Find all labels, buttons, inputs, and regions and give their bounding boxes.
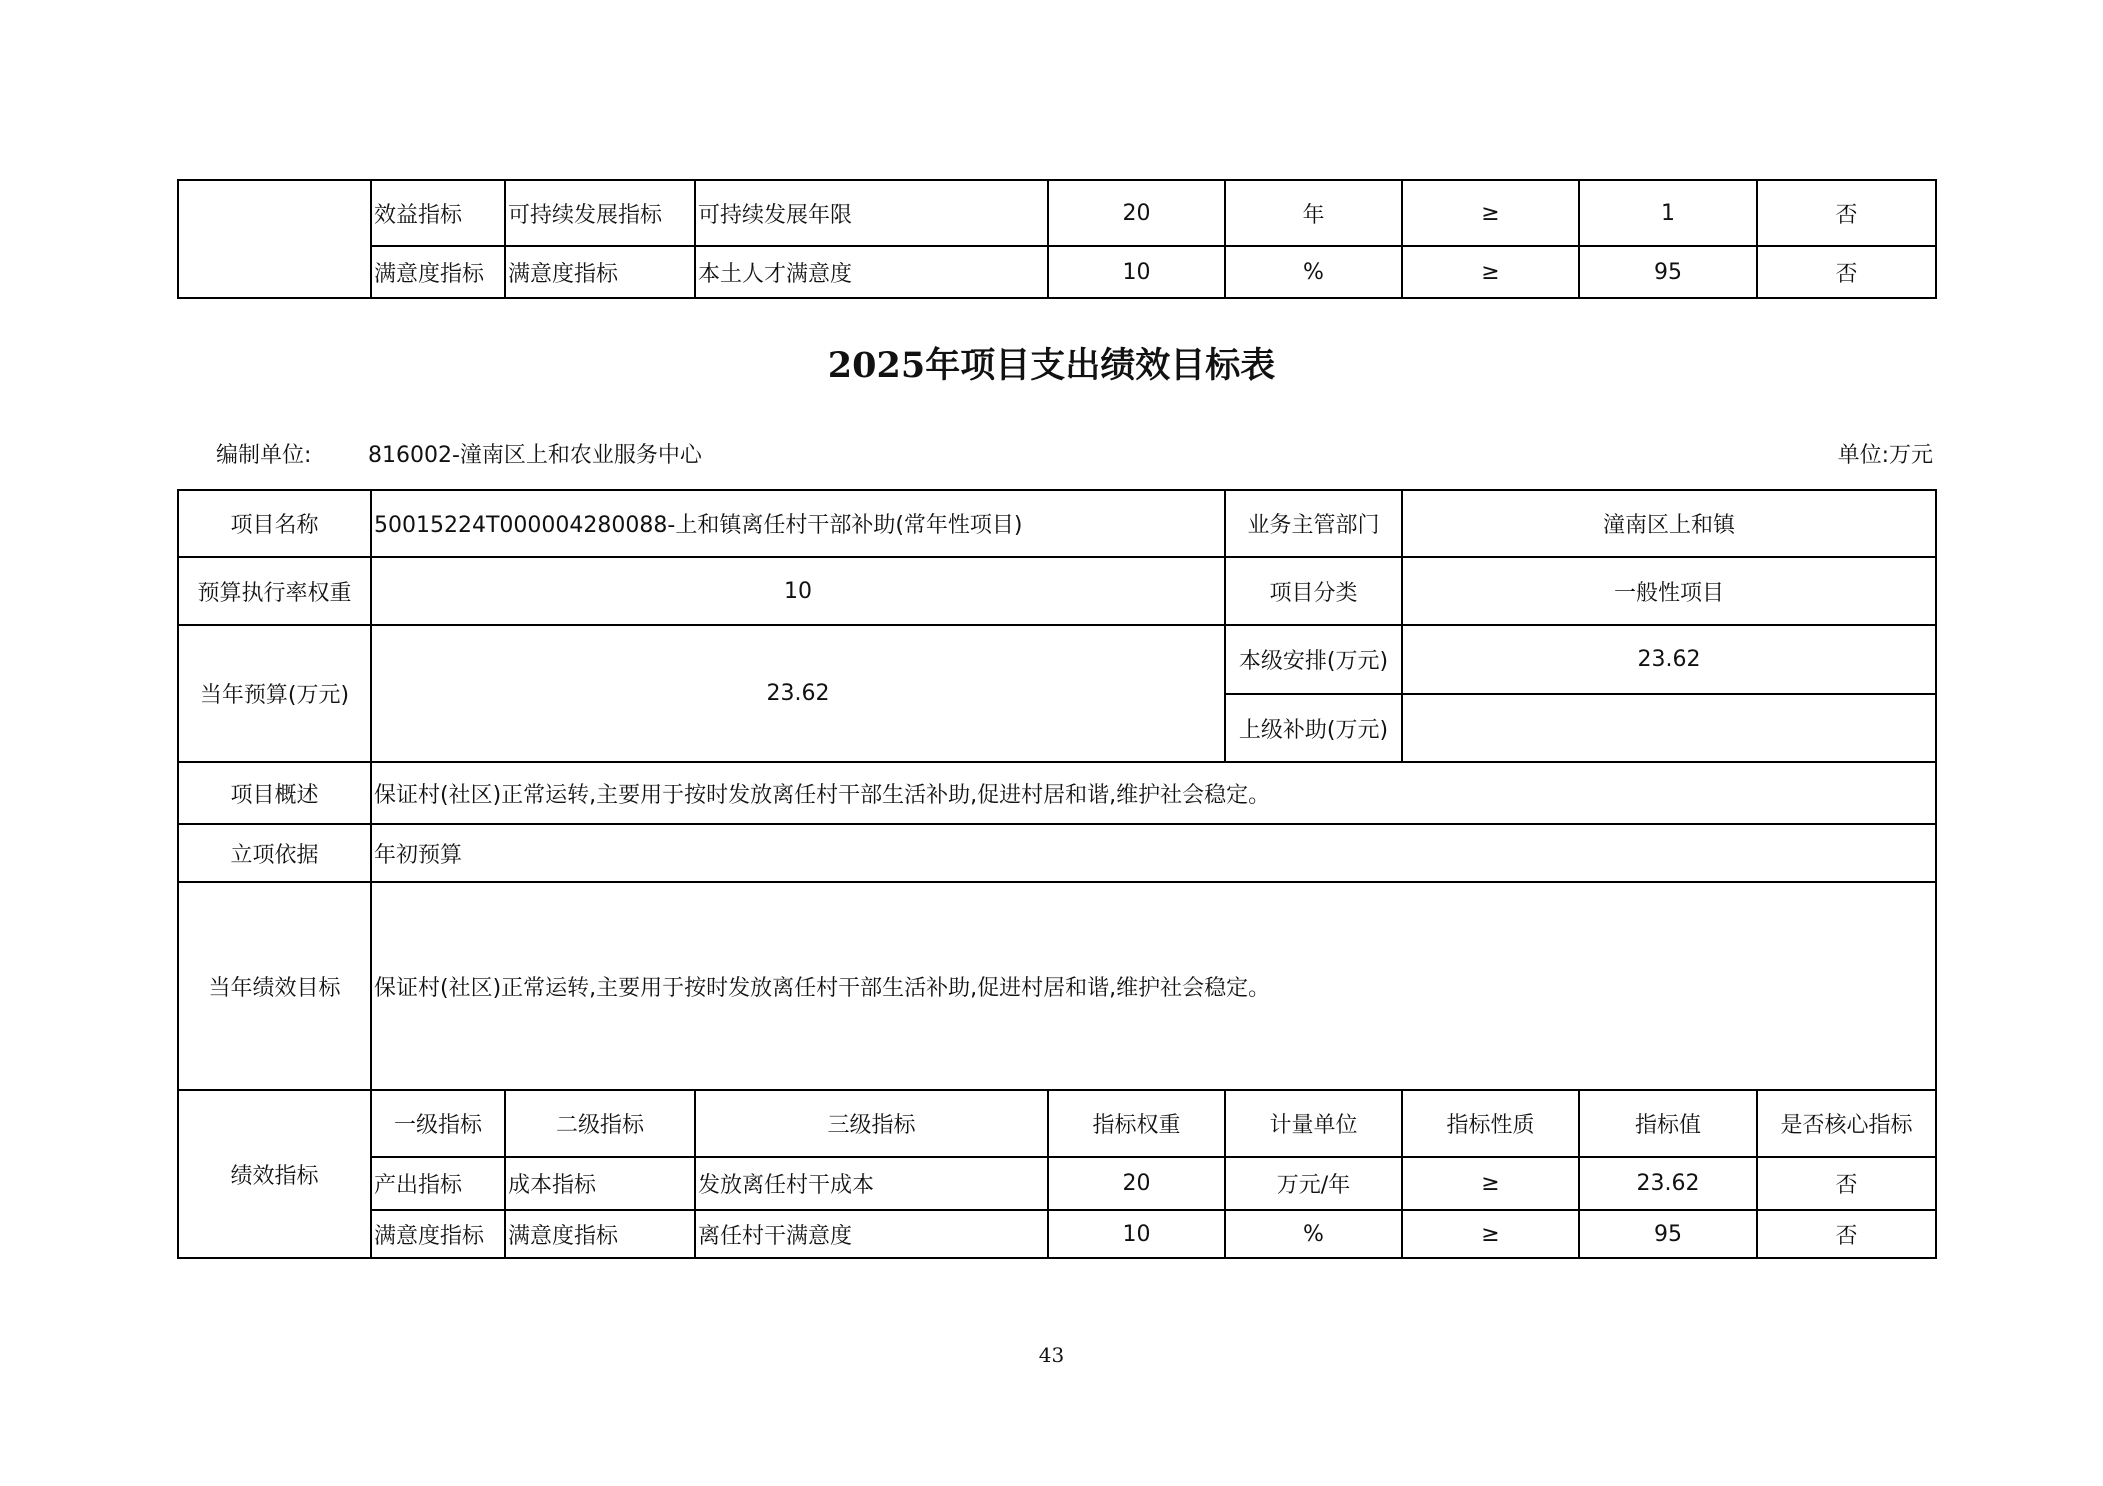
- level2-cell: 可持续发展指标: [505, 180, 695, 246]
- category-label: 项目分类: [1225, 557, 1402, 625]
- upper-budget-value: [1402, 694, 1936, 762]
- level3-cell: 本土人才满意度: [695, 246, 1048, 298]
- page-number: 43: [1038, 1343, 1065, 1367]
- column-header: 二级指标: [505, 1090, 695, 1157]
- table-row: [178, 1157, 1936, 1210]
- core-cell: 否: [1757, 1210, 1936, 1258]
- level2-cell: 满意度指标: [505, 246, 695, 298]
- upper-budget-label: 上级补助(万元): [1225, 694, 1402, 762]
- level1-cell: 产出指标: [371, 1157, 505, 1210]
- table-row: [178, 490, 1936, 557]
- value-cell: 1: [1579, 180, 1757, 246]
- nature-cell: ≥: [1402, 1157, 1579, 1210]
- org-value: 816002-潼南区上和农业服务中心: [368, 443, 702, 468]
- unit-cell: 万元/年: [1225, 1157, 1402, 1210]
- unit-cell: %: [1225, 246, 1402, 298]
- table-row: [178, 180, 1936, 246]
- summary-value: 保证村(社区)正常运转,主要用于按时发放离任村干部生活补助,促进村居和谐,维护社会稳定。: [371, 762, 1936, 824]
- org-row: [216, 438, 702, 469]
- column-header: 指标性质: [1402, 1090, 1579, 1157]
- column-header: 一级指标: [371, 1090, 505, 1157]
- table-row: [178, 1210, 1936, 1258]
- level3-cell: 离任村干满意度: [695, 1210, 1048, 1258]
- local-budget-value: 23.62: [1402, 625, 1936, 694]
- column-header: 三级指标: [695, 1090, 1048, 1157]
- table-row: [178, 762, 1936, 824]
- weight-cell: 10: [1048, 246, 1225, 298]
- column-header: 计量单位: [1225, 1090, 1402, 1157]
- nature-cell: ≥: [1402, 1210, 1579, 1258]
- weight-cell: 10: [1048, 1210, 1225, 1258]
- weight-label: 预算执行率权重: [178, 557, 371, 625]
- page-title: 2025年项目支出绩效目标表: [827, 345, 1276, 386]
- dept-value: 潼南区上和镇: [1402, 490, 1936, 557]
- table-row: [178, 882, 1936, 1090]
- category-value: 一般性项目: [1402, 557, 1936, 625]
- basis-value: 年初预算: [371, 824, 1936, 882]
- level1-cell: 满意度指标: [371, 1210, 505, 1258]
- core-cell: 否: [1757, 1157, 1936, 1210]
- level3-cell: 可持续发展年限: [695, 180, 1048, 246]
- weight-value: 10: [371, 557, 1225, 625]
- value-cell: 95: [1579, 246, 1757, 298]
- core-cell: 否: [1757, 246, 1936, 298]
- empty-cell: [178, 180, 371, 298]
- budget-label: 当年预算(万元): [178, 625, 371, 762]
- project-name-label: 项目名称: [178, 490, 371, 557]
- value-cell: 23.62: [1579, 1157, 1757, 1210]
- unit-label: 单位:万元: [1837, 443, 1933, 468]
- table-row: [178, 625, 1936, 694]
- goal-label: 当年绩效目标: [178, 882, 371, 1090]
- column-header: 指标值: [1579, 1090, 1757, 1157]
- column-header: 是否核心指标: [1757, 1090, 1936, 1157]
- budget-value: 23.62: [371, 625, 1225, 762]
- indicators-label: 绩效指标: [178, 1090, 371, 1258]
- weight-cell: 20: [1048, 1157, 1225, 1210]
- unit-cell: 年: [1225, 180, 1402, 246]
- basis-label: 立项依据: [178, 824, 371, 882]
- indicator-header-row: [178, 1090, 1936, 1157]
- project-name-value: 50015224T000004280088-上和镇离任村干部补助(常年性项目): [371, 490, 1225, 557]
- unit-cell: %: [1225, 1210, 1402, 1258]
- level3-cell: 发放离任村干成本: [695, 1157, 1048, 1210]
- table-row: [178, 246, 1936, 298]
- level2-cell: 成本指标: [505, 1157, 695, 1210]
- summary-label: 项目概述: [178, 762, 371, 824]
- core-cell: 否: [1757, 180, 1936, 246]
- value-cell: 95: [1579, 1210, 1757, 1258]
- goal-value: 保证村(社区)正常运转,主要用于按时发放离任村干部生活补助,促进村居和谐,维护社会稳定。: [371, 882, 1936, 1090]
- local-budget-label: 本级安排(万元): [1225, 625, 1402, 694]
- level1-cell: 效益指标: [371, 180, 505, 246]
- table-row: [178, 557, 1936, 625]
- table-row: [178, 824, 1936, 882]
- nature-cell: ≥: [1402, 180, 1579, 246]
- dept-label: 业务主管部门: [1225, 490, 1402, 557]
- weight-cell: 20: [1048, 180, 1225, 246]
- performance-table: [177, 489, 1937, 1259]
- level1-cell: 满意度指标: [371, 246, 505, 298]
- continuation-table: [177, 179, 1937, 299]
- level2-cell: 满意度指标: [505, 1210, 695, 1258]
- org-label: 编制单位:: [216, 443, 312, 468]
- column-header: 指标权重: [1048, 1090, 1225, 1157]
- nature-cell: ≥: [1402, 246, 1579, 298]
